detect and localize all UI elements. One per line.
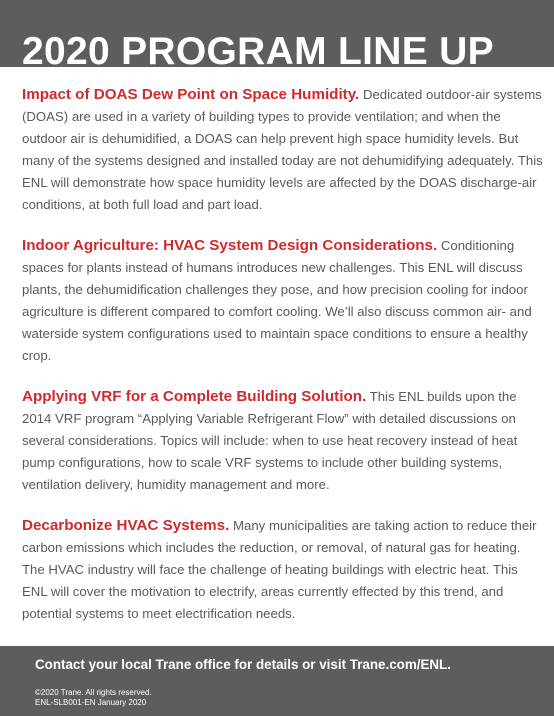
section-body: Dedicated outdoor-air systems (DOAS) are used in a variety of building types to provide ventilation; and when the outdoor air is dehumidified, a DOAS can help prevent high space humidity levels. But many of the systems designed and installed today are not dehumidifying adequately. This ENL will demonstrate how space humidity levels are affected by the DOAS discharge-air conditions, at both full load and part load. bbox=[22, 87, 543, 212]
section-title: Applying VRF for a Complete Building Solution. bbox=[22, 388, 367, 405]
program-section-indoor-agriculture bbox=[22, 235, 546, 367]
program-list bbox=[22, 84, 546, 644]
section-body: This ENL builds upon the 2014 VRF program “Applying Variable Refrigerant Flow” with detailed discussions on several considerations. Topics will include: when to use heat recovery instead of heat pump configurations, how to scale VRF systems to include other building systems, ventilation delivery, humidity management and more. bbox=[22, 389, 518, 492]
program-section-doas bbox=[22, 84, 546, 216]
footer-banner bbox=[0, 646, 554, 716]
section-title: Decarbonize HVAC Systems. bbox=[22, 517, 230, 534]
section-body: Conditioning spaces for plants instead of humans introduces new challenges. This ENL will discuss plants, the dehumidification challenges they pose, and how precision cooling for indoor agriculture is different compared to comfort cooling. We’ll also discuss common air- and waterside system configurations used to maintain space conditions to ensure a healthy crop. bbox=[22, 238, 532, 363]
document-id: ENL-SLB001-EN January 2020 bbox=[35, 698, 147, 707]
header-banner bbox=[0, 0, 554, 67]
program-section-vrf bbox=[22, 386, 546, 496]
page-title: 2020 PROGRAM LINE UP bbox=[22, 30, 494, 67]
copyright-block bbox=[35, 688, 152, 708]
section-title: Impact of DOAS Dew Point on Space Humidity. bbox=[22, 86, 360, 103]
copyright-text: ©2020 Trane. All rights reserved. bbox=[35, 688, 152, 697]
section-title: Indoor Agriculture: HVAC System Design Considerations. bbox=[22, 237, 438, 254]
contact-line: Contact your local Trane office for details or visit Trane.com/ENL. bbox=[35, 657, 451, 672]
program-section-decarbonize bbox=[22, 515, 546, 625]
section-body: Many municipalities are taking action to reduce their carbon emissions which includes the reduction, or removal, of natural gas for heating. The HVAC industry will face the challenge of heating buildings with electric heat. This ENL will cover the motivation to electrify, areas currently effected by this trend, and potential systems to meet electrification needs. bbox=[22, 518, 537, 621]
